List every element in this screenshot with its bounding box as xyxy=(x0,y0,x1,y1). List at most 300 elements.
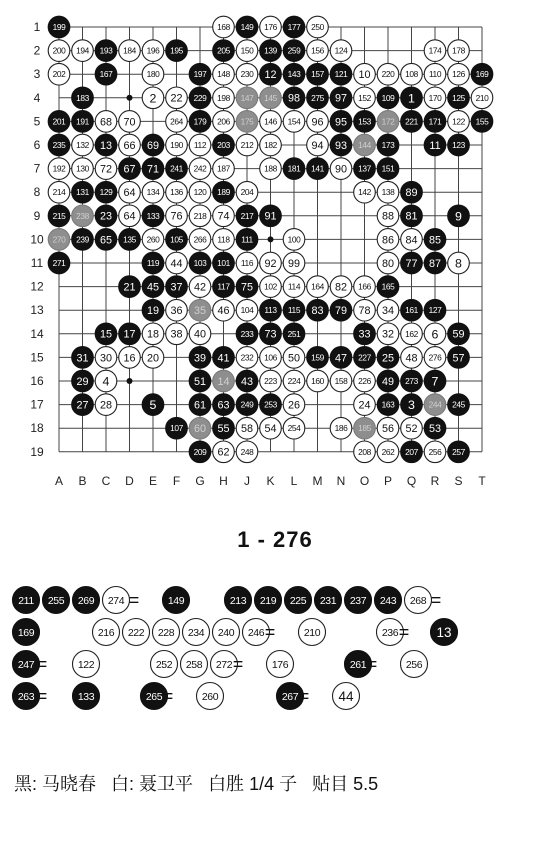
move-number: 169 xyxy=(475,69,489,80)
move-number: 127 xyxy=(428,305,442,316)
move-number: 136 xyxy=(170,187,183,198)
move-number: 7 xyxy=(431,374,439,389)
stone xyxy=(189,205,211,227)
move-number: 44 xyxy=(338,688,354,704)
stone xyxy=(236,276,258,298)
stone xyxy=(283,323,305,345)
move-number: 176 xyxy=(271,658,289,671)
move-number: 171 xyxy=(428,116,442,127)
stone xyxy=(142,347,164,369)
game-info-footer xyxy=(14,770,378,796)
column-label: H xyxy=(219,474,228,488)
move-number: 231 xyxy=(319,594,337,607)
stone xyxy=(448,252,470,274)
move-number: 17 xyxy=(123,328,136,341)
stone xyxy=(401,205,423,227)
stone xyxy=(260,158,282,180)
move-number: 250 xyxy=(311,22,324,33)
stone xyxy=(307,370,329,392)
move-number: 192 xyxy=(52,163,66,174)
stone xyxy=(377,417,399,439)
move-number: 228 xyxy=(157,626,175,639)
move-number: 13 xyxy=(99,139,113,152)
move-number: 107 xyxy=(170,423,183,434)
stone xyxy=(142,276,164,298)
row-label: 8 xyxy=(33,185,41,200)
stone xyxy=(213,63,235,85)
stone xyxy=(377,181,399,203)
move-number: 168 xyxy=(217,22,230,33)
move-number: 20 xyxy=(146,352,160,365)
stone xyxy=(166,417,188,439)
move-number: 53 xyxy=(428,423,442,436)
equals-sign: = xyxy=(366,654,378,674)
column-label: N xyxy=(336,474,346,488)
stone xyxy=(166,40,188,62)
row-label: 16 xyxy=(30,374,44,388)
stone xyxy=(142,181,164,203)
stone xyxy=(119,229,141,251)
stone xyxy=(95,40,117,62)
move-number: 146 xyxy=(264,116,277,127)
column-label: S xyxy=(454,474,463,488)
row-label: 15 xyxy=(30,350,44,365)
stone xyxy=(119,134,141,156)
stone xyxy=(330,87,352,109)
stone xyxy=(354,63,376,85)
move-number: 134 xyxy=(146,187,160,198)
move-number: 230 xyxy=(240,69,254,80)
equals-sign: = xyxy=(36,654,48,674)
stone xyxy=(166,181,188,203)
stone xyxy=(471,87,493,109)
move-number: 216 xyxy=(97,626,115,639)
note-row xyxy=(13,587,442,614)
move-number: 87 xyxy=(428,257,442,270)
stone xyxy=(166,229,188,251)
stone xyxy=(424,252,446,274)
move-number: 137 xyxy=(358,163,371,174)
stone xyxy=(142,299,164,321)
stone xyxy=(166,111,188,133)
stone xyxy=(401,323,423,345)
stone xyxy=(283,394,305,416)
move-number: 89 xyxy=(405,187,418,200)
move-number: 179 xyxy=(193,116,207,127)
move-number: 115 xyxy=(287,305,301,316)
stone xyxy=(119,111,141,133)
move-number: 212 xyxy=(240,140,254,151)
stone xyxy=(424,63,446,85)
stone xyxy=(213,441,235,463)
move-number: 151 xyxy=(381,163,395,174)
stone xyxy=(375,587,402,614)
move-number: 183 xyxy=(76,92,89,103)
move-number: 210 xyxy=(475,92,489,103)
move-number: 22 xyxy=(170,92,183,105)
row-label: 7 xyxy=(33,161,41,176)
move-number: 110 xyxy=(428,69,442,80)
stone xyxy=(377,441,399,463)
move-number: 197 xyxy=(193,69,207,80)
row-label: 1 xyxy=(33,20,41,34)
stone xyxy=(189,276,211,298)
stone xyxy=(377,134,399,156)
stone xyxy=(330,40,352,62)
stone xyxy=(448,63,470,85)
stone xyxy=(189,299,211,321)
move-number: 236 xyxy=(381,626,399,639)
stone xyxy=(448,394,470,416)
stone xyxy=(405,587,432,614)
stone xyxy=(119,347,141,369)
stone xyxy=(48,158,70,180)
move-number: 100 xyxy=(287,234,301,245)
move-number: 97 xyxy=(334,92,348,105)
move-number: 173 xyxy=(381,140,395,151)
stone xyxy=(72,394,94,416)
stone xyxy=(142,252,164,274)
move-number: 225 xyxy=(289,594,307,607)
stone xyxy=(48,16,70,38)
stone xyxy=(166,87,188,109)
move-number: 193 xyxy=(99,45,113,56)
move-number: 85 xyxy=(428,234,442,247)
note-row xyxy=(13,619,458,646)
move-number: 90 xyxy=(334,163,348,176)
row-label: 18 xyxy=(30,421,44,436)
column-label: O xyxy=(359,474,370,488)
stone xyxy=(471,63,493,85)
stone xyxy=(330,111,352,133)
move-number: 2 xyxy=(149,91,157,106)
move-number: 28 xyxy=(99,399,113,412)
move-number: 164 xyxy=(311,281,324,292)
stone xyxy=(424,111,446,133)
stone xyxy=(377,111,399,133)
stone xyxy=(95,134,117,156)
stone xyxy=(119,205,141,227)
move-number: 276 xyxy=(428,352,442,363)
move-number: 220 xyxy=(381,69,395,80)
move-number: 205 xyxy=(217,45,230,56)
move-number: 67 xyxy=(123,163,136,176)
stone xyxy=(225,587,252,614)
stone xyxy=(424,347,446,369)
stone xyxy=(377,276,399,298)
move-number: 75 xyxy=(240,281,254,294)
move-number: 234 xyxy=(187,626,205,639)
stone xyxy=(401,441,423,463)
move-number: 156 xyxy=(311,45,324,56)
move-number: 224 xyxy=(287,376,301,387)
stone xyxy=(236,229,258,251)
move-number: 226 xyxy=(358,376,371,387)
move-number: 92 xyxy=(264,257,277,270)
stone xyxy=(354,417,376,439)
move-number: 12 xyxy=(264,69,277,82)
move-number: 50 xyxy=(287,352,301,365)
move-number: 201 xyxy=(52,116,66,127)
move-number: 244 xyxy=(428,399,442,410)
move-number: 180 xyxy=(146,69,160,80)
move-range-title: 1 - 276 xyxy=(237,527,313,552)
column-label: T xyxy=(478,474,486,488)
move-number: 271 xyxy=(52,258,66,269)
stone xyxy=(213,619,240,646)
move-number: 10 xyxy=(358,69,371,82)
stone xyxy=(283,276,305,298)
move-number: 202 xyxy=(52,69,66,80)
stone xyxy=(283,158,305,180)
row-label: 10 xyxy=(30,232,44,247)
move-number: 245 xyxy=(452,399,465,410)
stone xyxy=(95,205,117,227)
move-number: 116 xyxy=(240,258,254,269)
move-number: 55 xyxy=(217,423,230,436)
move-number: 63 xyxy=(217,399,230,412)
stone xyxy=(48,40,70,62)
stone xyxy=(163,587,190,614)
move-number: 161 xyxy=(405,305,418,316)
stone xyxy=(424,370,446,392)
move-number: 262 xyxy=(381,446,395,457)
move-number: 222 xyxy=(127,626,145,639)
move-number: 112 xyxy=(193,140,207,151)
stone xyxy=(307,87,329,109)
stone xyxy=(260,134,282,156)
move-number: 265 xyxy=(145,690,163,703)
stone xyxy=(72,229,94,251)
stone xyxy=(354,111,376,133)
stone xyxy=(424,229,446,251)
stone xyxy=(181,651,208,678)
stone xyxy=(354,134,376,156)
stone xyxy=(448,323,470,345)
stone xyxy=(95,158,117,180)
move-number: 15 xyxy=(99,328,113,341)
stone xyxy=(72,111,94,133)
move-number: 198 xyxy=(217,92,230,103)
stone xyxy=(142,394,164,416)
stone xyxy=(13,651,40,678)
white-player-label: 白: 聂卫平 xyxy=(111,774,194,794)
equals-sign: = xyxy=(128,590,140,610)
stone xyxy=(260,323,282,345)
move-number: 88 xyxy=(381,210,395,223)
stone xyxy=(95,323,117,345)
komi-label: 贴目 5.5 xyxy=(312,774,379,794)
move-number: 71 xyxy=(146,163,160,176)
move-number: 51 xyxy=(193,375,207,388)
move-number: 29 xyxy=(76,375,89,388)
move-number: 59 xyxy=(452,328,465,341)
move-number: 259 xyxy=(287,45,301,56)
stone xyxy=(213,276,235,298)
row-label: 9 xyxy=(33,208,41,223)
stone xyxy=(72,181,94,203)
stone xyxy=(119,276,141,298)
stone xyxy=(401,394,423,416)
stone xyxy=(43,587,70,614)
move-number: 27 xyxy=(76,399,89,412)
column-label: G xyxy=(195,474,205,488)
move-number: 106 xyxy=(264,352,277,363)
move-number: 4 xyxy=(102,374,110,389)
stone xyxy=(48,229,70,251)
stone xyxy=(142,40,164,62)
move-number: 42 xyxy=(193,281,207,294)
row-label: 11 xyxy=(30,256,44,270)
move-number: 60 xyxy=(193,423,207,436)
stone xyxy=(345,587,372,614)
move-number: 256 xyxy=(405,658,423,671)
move-number: 174 xyxy=(428,45,442,56)
stone xyxy=(307,63,329,85)
stone xyxy=(119,181,141,203)
stone xyxy=(401,252,423,274)
stone xyxy=(448,111,470,133)
row-label: 2 xyxy=(33,43,41,58)
move-number: 16 xyxy=(123,352,136,365)
move-number: 8 xyxy=(455,256,462,271)
move-number: 118 xyxy=(217,234,230,245)
move-number: 76 xyxy=(170,210,183,223)
stone xyxy=(236,417,258,439)
move-number: 44 xyxy=(170,257,183,270)
move-number: 190 xyxy=(170,140,183,151)
stone xyxy=(151,651,178,678)
move-number: 121 xyxy=(334,69,348,80)
stone xyxy=(315,587,342,614)
move-number: 35 xyxy=(193,305,207,318)
stone xyxy=(13,619,40,646)
stone xyxy=(283,370,305,392)
stone xyxy=(333,683,360,710)
stone xyxy=(189,63,211,85)
star-point xyxy=(127,95,133,101)
move-number: 30 xyxy=(99,352,113,365)
stone xyxy=(236,441,258,463)
move-number: 149 xyxy=(167,594,185,607)
move-number: 91 xyxy=(264,210,277,223)
stone xyxy=(424,417,446,439)
column-label: R xyxy=(430,474,440,488)
stone xyxy=(166,252,188,274)
move-number: 139 xyxy=(264,45,277,56)
stone xyxy=(448,40,470,62)
stone xyxy=(213,347,235,369)
stone xyxy=(354,87,376,109)
move-number: 252 xyxy=(155,658,173,671)
move-number: 200 xyxy=(52,45,66,56)
stone xyxy=(354,158,376,180)
move-number: 266 xyxy=(193,234,207,245)
move-number: 49 xyxy=(381,375,395,388)
stone xyxy=(448,347,470,369)
move-number: 249 xyxy=(240,399,254,410)
column-label: J xyxy=(244,474,250,488)
star-point xyxy=(268,236,274,242)
move-number: 162 xyxy=(405,328,418,339)
stone xyxy=(189,347,211,369)
stone xyxy=(189,229,211,251)
stone xyxy=(103,587,130,614)
stone xyxy=(189,441,211,463)
stone xyxy=(123,619,150,646)
move-number: 144 xyxy=(358,140,371,151)
stone xyxy=(142,205,164,227)
move-number: 52 xyxy=(405,423,418,436)
stone xyxy=(330,370,352,392)
move-number: 66 xyxy=(123,139,136,152)
move-number: 39 xyxy=(193,352,207,365)
stone xyxy=(166,276,188,298)
move-number: 86 xyxy=(381,234,395,247)
stone xyxy=(424,441,446,463)
move-number: 152 xyxy=(358,92,371,103)
move-number: 184 xyxy=(123,45,136,56)
stone xyxy=(354,276,376,298)
column-label: E xyxy=(148,474,158,488)
stone xyxy=(213,205,235,227)
move-number: 126 xyxy=(452,69,465,80)
stone xyxy=(377,347,399,369)
stone xyxy=(236,181,258,203)
stone xyxy=(354,299,376,321)
move-number: 37 xyxy=(170,281,183,294)
move-number: 84 xyxy=(405,234,418,247)
stone xyxy=(73,587,100,614)
move-number: 138 xyxy=(381,187,395,198)
row-label: 4 xyxy=(33,90,41,105)
stone xyxy=(377,87,399,109)
stone xyxy=(260,205,282,227)
stone xyxy=(73,683,100,710)
stone xyxy=(236,323,258,345)
move-number: 253 xyxy=(264,399,277,410)
move-number: 157 xyxy=(311,69,324,80)
column-label: C xyxy=(101,474,111,488)
stone xyxy=(236,63,258,85)
stone xyxy=(401,651,428,678)
column-label: Q xyxy=(406,474,417,488)
equals-sign: = xyxy=(398,622,410,642)
move-number: 103 xyxy=(193,258,207,269)
move-number: 209 xyxy=(193,446,207,457)
move-number: 109 xyxy=(381,92,395,103)
move-number: 98 xyxy=(287,92,301,105)
move-number: 196 xyxy=(146,45,160,56)
stone xyxy=(166,323,188,345)
move-number: 153 xyxy=(358,116,371,127)
stone xyxy=(95,394,117,416)
move-number: 18 xyxy=(146,328,160,341)
move-number: 119 xyxy=(146,258,160,269)
move-number: 211 xyxy=(18,594,34,607)
stone xyxy=(72,370,94,392)
move-number: 70 xyxy=(123,116,136,129)
stone xyxy=(354,181,376,203)
stone xyxy=(236,299,258,321)
stone xyxy=(401,299,423,321)
move-number: 24 xyxy=(358,399,371,412)
move-number: 41 xyxy=(217,352,230,365)
stone xyxy=(213,158,235,180)
stone xyxy=(213,134,235,156)
move-number: 77 xyxy=(405,257,418,270)
stone xyxy=(236,40,258,62)
